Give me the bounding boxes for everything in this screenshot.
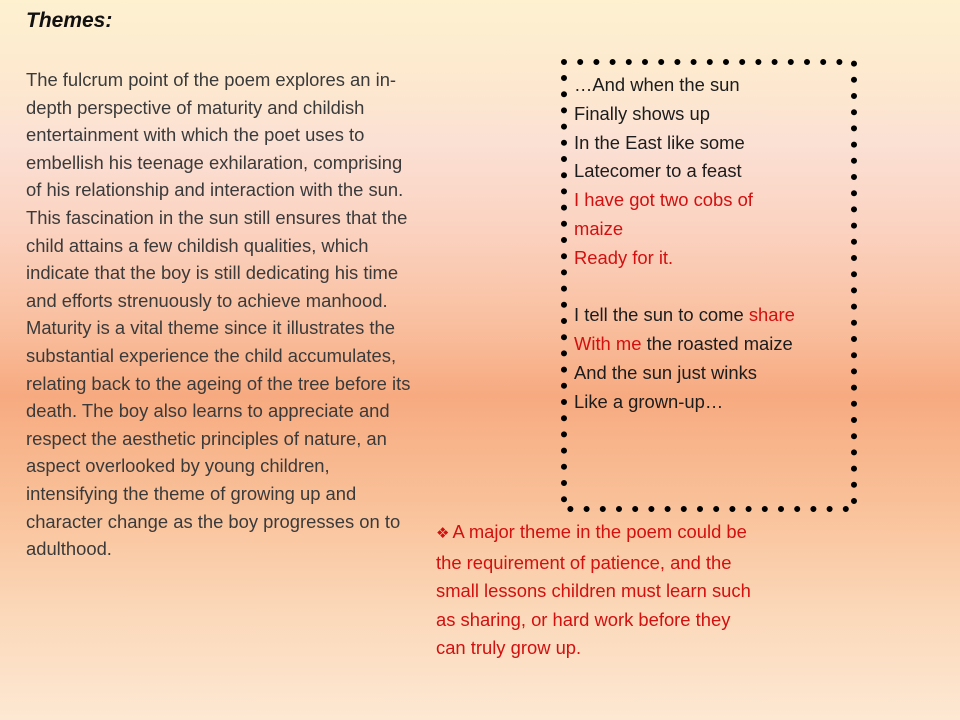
poem-line: …And when the sun [574,74,740,95]
poem-line [574,301,849,330]
poem-line-highlighted: Ready for it. [574,246,674,268]
stanza-gap [574,273,849,302]
poem-excerpt [574,71,849,417]
bullet-text: A major theme in the poem could be the requirement of patience, and the small lessons children must learn such as sharing, or hard work before they can truly grow up. [436,521,751,658]
diamond-bullet-icon: ❖ [436,525,450,542]
poem-text: I tell the sun to come [574,304,749,326]
poem-highlight: With me [574,333,642,355]
poem-text: the roasted maize [641,333,793,355]
poem-line: And the sun just winks [574,361,757,383]
poem-line-highlighted: I have got two cobs of [574,189,753,211]
poem-line [574,330,849,359]
poem-line: In the East like some [574,131,745,153]
themes-paragraph: The fulcrum point of the poem explores an in-depth perspective of maturity and childish entertainment with which the poet uses to embellish his teenage exhilaration, comprising of his relationship and interaction with the sun. This fascination in the sun still ensures that the child attains a few childish qualities, which indicate that the boy is still dedicating his time and efforts strenuously to achieve manhood. Maturity is a vital theme since it illustrates the substantial experience the child accumulates, relating back to the ageing of the tree before its death. The boy also learns to appreciate and respect the aesthetic principles of nature, an aspect overlooked by young children, intensifying the theme of growing up and character change as the boy progresses on to adulthood. [26,69,411,560]
poem-highlight: share [748,304,795,326]
poem-line-highlighted: maize [574,217,624,239]
themes-heading: Themes: [26,9,113,32]
poem-line: Latecomer to a feast [574,160,742,182]
poem-line: Like a grown-up… [574,390,724,412]
theme-bullet-point [436,518,754,663]
poem-line: Finally shows up [574,102,710,124]
